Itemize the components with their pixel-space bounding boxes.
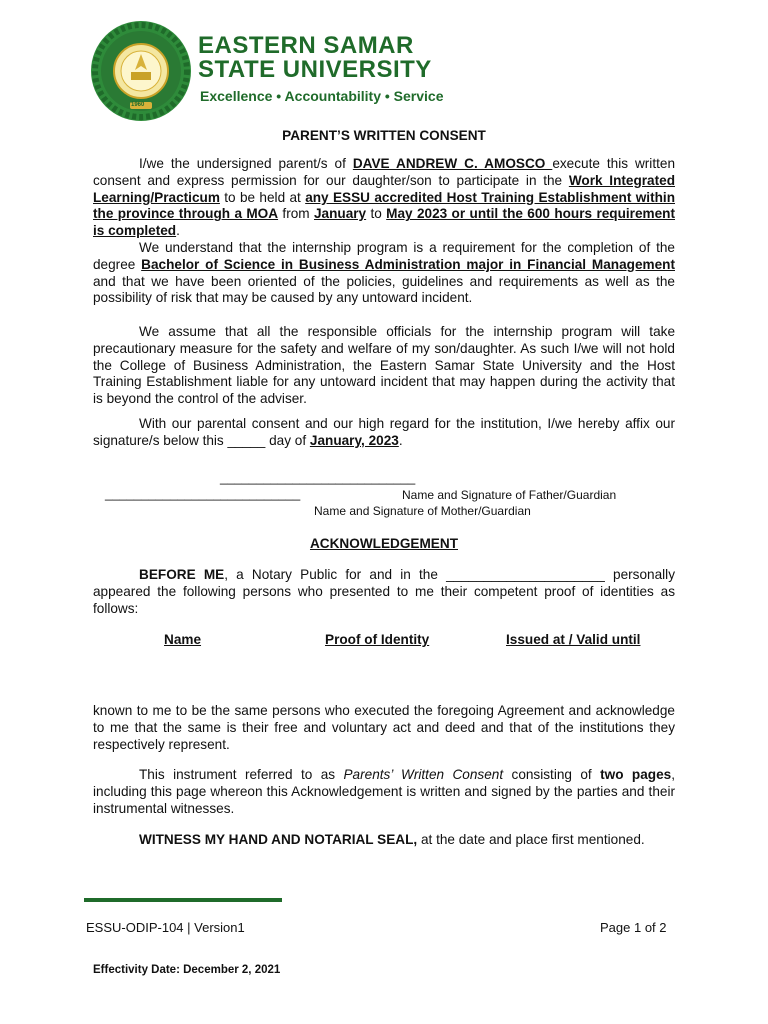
column-header-name: Name bbox=[164, 632, 202, 647]
text: consisting of bbox=[503, 767, 601, 782]
seal-year: 1960 bbox=[131, 102, 145, 108]
university-name-line2: STATE UNIVERSITY bbox=[198, 56, 432, 83]
consent-title: PARENT’S WRITTEN CONSENT bbox=[282, 128, 486, 143]
witness-lead: WITNESS MY HAND AND NOTARIAL SEAL, bbox=[139, 832, 418, 847]
text: to be held at bbox=[219, 189, 306, 205]
consent-paragraph-3: We assume that all the responsible officials for the internship program will take precautionary measure for the safety and welfare of my son/daughter. As such I/we will not hold the College of Business Administration, the Eastern Samar State University and the Host Training Establishment liable for any untoward incident that may happen during the activity that is beyond the control of the adviser. bbox=[93, 324, 675, 407]
to-date: May 2023 or until the 600 hours requirement is completed bbox=[93, 206, 676, 239]
effectivity-date: Effectivity Date: December 2, 2021 bbox=[93, 964, 281, 976]
student-name: DAVE ANDREW C. AMOSCO bbox=[352, 156, 553, 171]
university-name-line1: EASTERN SAMAR bbox=[198, 32, 414, 59]
father-signature-label: Name and Signature of Father/Guardian bbox=[402, 488, 617, 502]
document-code: ESSU-ODIP-104 | Version1 bbox=[86, 920, 245, 935]
consent-paragraph-4 bbox=[93, 416, 675, 450]
acknowledgement-paragraph-3 bbox=[93, 767, 675, 817]
venue: any ESSU accredited Host Training Establishment within the province through a MOA bbox=[93, 189, 675, 222]
from-date: January bbox=[313, 206, 367, 222]
text: We understand that the internship program is a requirement for the completion of the degree bbox=[93, 240, 675, 272]
text: execute this written consent and express permission for our daughter/son to participate in the bbox=[93, 156, 676, 188]
text: . bbox=[176, 223, 180, 239]
university-name bbox=[198, 34, 432, 82]
university-tagline: Excellence • Accountability • Service bbox=[200, 88, 444, 104]
page-count: two pages bbox=[600, 767, 672, 782]
mother-signature-line: ___________________________ bbox=[105, 486, 301, 501]
program-name: Work Integrated Learning/Practicum bbox=[93, 172, 676, 205]
father-signature-line: ___________________________ bbox=[220, 470, 416, 485]
before-me-lead: BEFORE ME bbox=[139, 567, 225, 582]
column-header-issued: Issued at / Valid until bbox=[506, 632, 641, 647]
text: from bbox=[278, 206, 314, 222]
text: I/we the undersigned parent/s of bbox=[139, 156, 353, 171]
consent-date: January, 2023 bbox=[309, 432, 399, 448]
mother-signature-label: Name and Signature of Mother/Guardian bbox=[314, 504, 531, 518]
column-header-proof: Proof of Identity bbox=[325, 632, 430, 647]
text: This instrument referred to as bbox=[139, 767, 344, 782]
text: , including this page whereon this Acknowledgement is written and signed by the parties and their instrumental witnesses. bbox=[93, 767, 676, 816]
text: to bbox=[366, 206, 387, 222]
footer-divider bbox=[84, 898, 282, 902]
acknowledgement-paragraph-1 bbox=[93, 567, 675, 617]
acknowledgement-paragraph-2: known to me to be the same persons who executed the foregoing Agreement and acknowledge to me that the same is their free and voluntary act and deed and that of the institutions they respectively represent. bbox=[93, 703, 675, 752]
degree-name: Bachelor of Science in Business Administration major in Financial Management bbox=[141, 256, 675, 272]
text: . bbox=[398, 432, 403, 448]
acknowledgement-title: ACKNOWLEDGEMENT bbox=[309, 536, 458, 551]
instrument-title: Parents’ Written Consent bbox=[343, 767, 504, 782]
text: at the date and place first mentioned. bbox=[417, 832, 645, 847]
consent-paragraph-2 bbox=[93, 240, 675, 307]
acknowledgement-paragraph-4 bbox=[93, 832, 675, 849]
text: , a Notary Public for and in the _____________________ personally appeared the following persons who presented to me their competent proof of identities as follows: bbox=[93, 567, 675, 616]
consent-paragraph-1 bbox=[93, 156, 675, 240]
text: and that we have been oriented of the policies, guidelines and requirements as well as the possibility of risk that may be caused by any untoward incident. bbox=[93, 273, 675, 306]
text: With our parental consent and our high regard for the institution, I/we hereby affix our signature/s below this _____ day of bbox=[93, 416, 675, 448]
page-number: Page 1 of 2 bbox=[600, 920, 667, 935]
